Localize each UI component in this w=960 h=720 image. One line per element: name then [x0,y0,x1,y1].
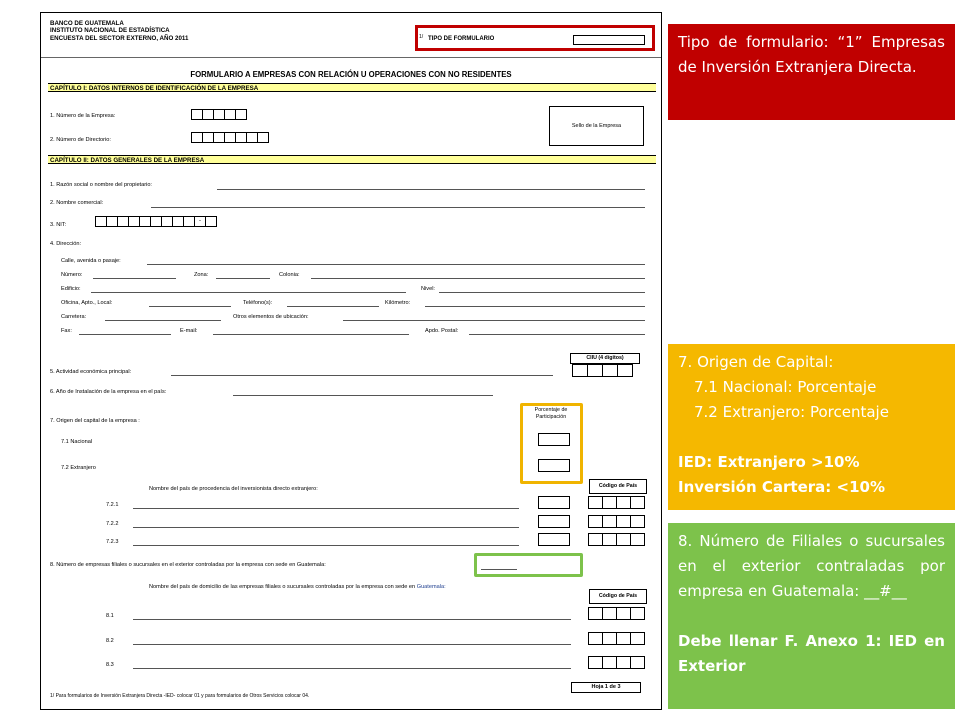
header-line: BANCO DE GUATEMALA [50,20,124,27]
origen-label: 7. Origen del capital de la empresa : [50,418,140,424]
form-header [50,20,188,42]
pais-domicilio-label [149,584,446,590]
pais-7-2-2-field[interactable] [133,527,519,528]
item-7-2-3: 7.2.3 [106,539,119,545]
telefono-label: Teléfono(s): [243,300,273,306]
numero-directorio-label: 2. Número de Directorio: [50,137,111,143]
codigo-7-2-3-field[interactable] [589,533,645,546]
item-7-2-1: 7.2.1 [106,502,119,508]
header-line: INSTITUTO NACIONAL DE ESTADÍSTICA [50,27,170,35]
fax-field[interactable] [79,334,171,335]
direccion-label: 4. Dirección: [50,241,82,247]
ciiu-header: CIIU (4 dígitos) [570,353,640,364]
calle-field[interactable] [147,264,645,265]
callout-yellow-line: 7. Origen de Capital: [678,353,834,371]
nit-label: 3. NIT: [50,222,67,228]
ciiu-field[interactable] [573,364,633,377]
highlight-filiales [474,553,583,577]
otros-elementos-label: Otros elementos de ubicación: [233,314,309,320]
carretera-label: Carretera: [61,314,87,320]
footnote [50,693,309,699]
callout-yellow-line: 7.1 Nacional: Porcentaje [694,378,877,396]
codigo-8-1-field[interactable] [589,607,645,620]
pct-7-2-1-field[interactable] [538,496,570,509]
item-8-3: 8.3 [106,662,114,668]
otros-elementos-field[interactable] [343,320,645,321]
zona-field[interactable] [216,278,270,279]
highlight-porcentaje [520,403,583,484]
fax-label: Fax: [61,328,72,334]
callout-origen-capital [668,344,955,510]
codigo-7-2-1-field[interactable] [589,496,645,509]
anio-field[interactable] [233,395,493,396]
apdo-field[interactable] [469,334,645,335]
pais-7-2-3-field[interactable] [133,545,519,546]
numero-empresa-label: 1. Número de la Empresa: [50,113,116,119]
nivel-field[interactable] [439,292,645,293]
razon-social-field[interactable] [217,189,645,190]
pais-8-1-field[interactable] [133,619,571,620]
callout-yellow-bold: Inversión Cartera: <10% [678,478,885,496]
edificio-field[interactable] [91,292,406,293]
porcentaje-header-line: Participación [535,413,567,420]
pais-procedencia-label: Nombre del país de procedencia del inversionista directo extranjero: [149,486,318,492]
item-8-2: 8.2 [106,638,114,644]
anio-label: 6. Año de Instalación de la empresa en el país: [50,389,167,395]
tipo-formulario-label: TIPO DE FORMULARIO [428,36,495,42]
edificio-label: Edificio: [61,286,81,292]
nivel-label: Nivel: [421,286,435,292]
form-title: FORMULARIO A EMPRESAS CON RELACIÓN U OPERACIONES CON NO RESIDENTES [190,70,512,79]
colonia-field[interactable] [311,278,645,279]
footnote-marker: 1/ [50,693,55,699]
sello-empresa-box: Sello de la Empresa [549,106,644,146]
callout-yellow-bold: IED: Extranjero >10% [678,453,860,471]
email-field[interactable] [213,334,409,335]
pais-8-3-field[interactable] [133,668,571,669]
kilometro-field[interactable] [425,306,645,307]
section-header-cap2: CAPÍTULO II: DATOS GENERALES DE LA EMPRESA [48,155,656,164]
callout-green-text: 8. Número de Filiales o sucursales en el exterior contraladas por empresa en Guatemala: __#__ [678,532,945,600]
header-line: ENCUESTA DEL SECTOR EXTERNO, AÑO 2011 [50,34,189,42]
pais-8-2-field[interactable] [133,644,571,645]
item-8-1: 8.1 [106,613,114,619]
section-header-cap1: CAPÍTULO I: DATOS INTERNOS DE IDENTIFICACIÓN DE LA EMPRESA [48,83,656,92]
nombre-comercial-field[interactable] [151,207,645,208]
callout-tipo-formulario [668,24,955,120]
pct-7-2-3-field[interactable] [538,533,570,546]
oficina-label: Oficina, Apto., Local: [61,300,113,306]
pais-domicilio-guatemala: Guatemala: [416,584,446,590]
zona-label: Zona: [194,272,209,278]
apdo-label: Apdo. Postal: [425,328,459,334]
porcentaje-header-line: Porcentaje de [534,407,568,413]
pct-7-2-2-field[interactable] [538,515,570,528]
codigo-7-2-2-field[interactable] [589,515,645,528]
survey-form-page [40,12,662,710]
filiales-label: 8. Número de empresas filiales o sucursales en el exterior controladas por la empresa con sede en Guatemala: [50,562,326,568]
header-divider [41,57,661,58]
nit-field[interactable] [96,216,217,227]
tipo-footnote-marker: 1/ [419,34,424,40]
pais-domicilio-text: Nombre del país de domicilio de las empresas filiales o sucursales controladas por la empresa con sede en [149,584,417,590]
codigo-8-2-field[interactable] [589,632,645,645]
carretera-field[interactable] [105,320,221,321]
razon-social-label: 1. Razón social o nombre del propietario: [50,182,152,188]
colonia-label: Colonia: [279,272,300,278]
numero-label: Número: [61,272,83,278]
pais-7-2-1-field[interactable] [133,508,519,509]
oficina-field[interactable] [149,306,231,307]
page-number: Hoja 1 de 3 [571,682,641,693]
nombre-comercial-label: 2. Nombre comercial: [50,200,104,206]
numero-empresa-field[interactable] [192,109,247,120]
footnote-text: Para formularios de Inversión Extranjera Directa -IED- colocar 01 y para formularios de Otros Servicios colocar 04. [55,693,310,699]
extranjero-label: 7.2 Extranjero [61,465,96,471]
actividad-label: 5. Actividad económica principal: [50,369,132,375]
callout-filiales [668,523,955,709]
numero-directorio-field[interactable] [192,132,269,143]
calle-label: Calle, avenida o pasaje: [61,258,121,264]
numero-field[interactable] [93,278,176,279]
kilometro-label: Kilómetro: [385,300,411,306]
nacional-label: 7.1 Nacional [61,439,93,445]
telefono-field[interactable] [287,306,379,307]
email-label: E-mail: [180,328,198,334]
callout-green-bold: Debe llenar F. Anexo 1: IED en Exterior [678,632,945,675]
actividad-field[interactable] [171,375,553,376]
nit-dash: - [194,216,206,227]
codigo-pais-header: Código de País [589,479,647,494]
item-7-2-2: 7.2.2 [106,521,119,527]
codigo-pais-header: Código de País [589,589,647,604]
callout-yellow-line: 7.2 Extranjero: Porcentaje [694,403,889,421]
callout-red-text: Tipo de formulario: “1” Empresas de Inversión Extranjera Directa. [678,33,945,76]
highlight-tipo-formulario [415,25,655,51]
codigo-8-3-field[interactable] [589,656,645,669]
